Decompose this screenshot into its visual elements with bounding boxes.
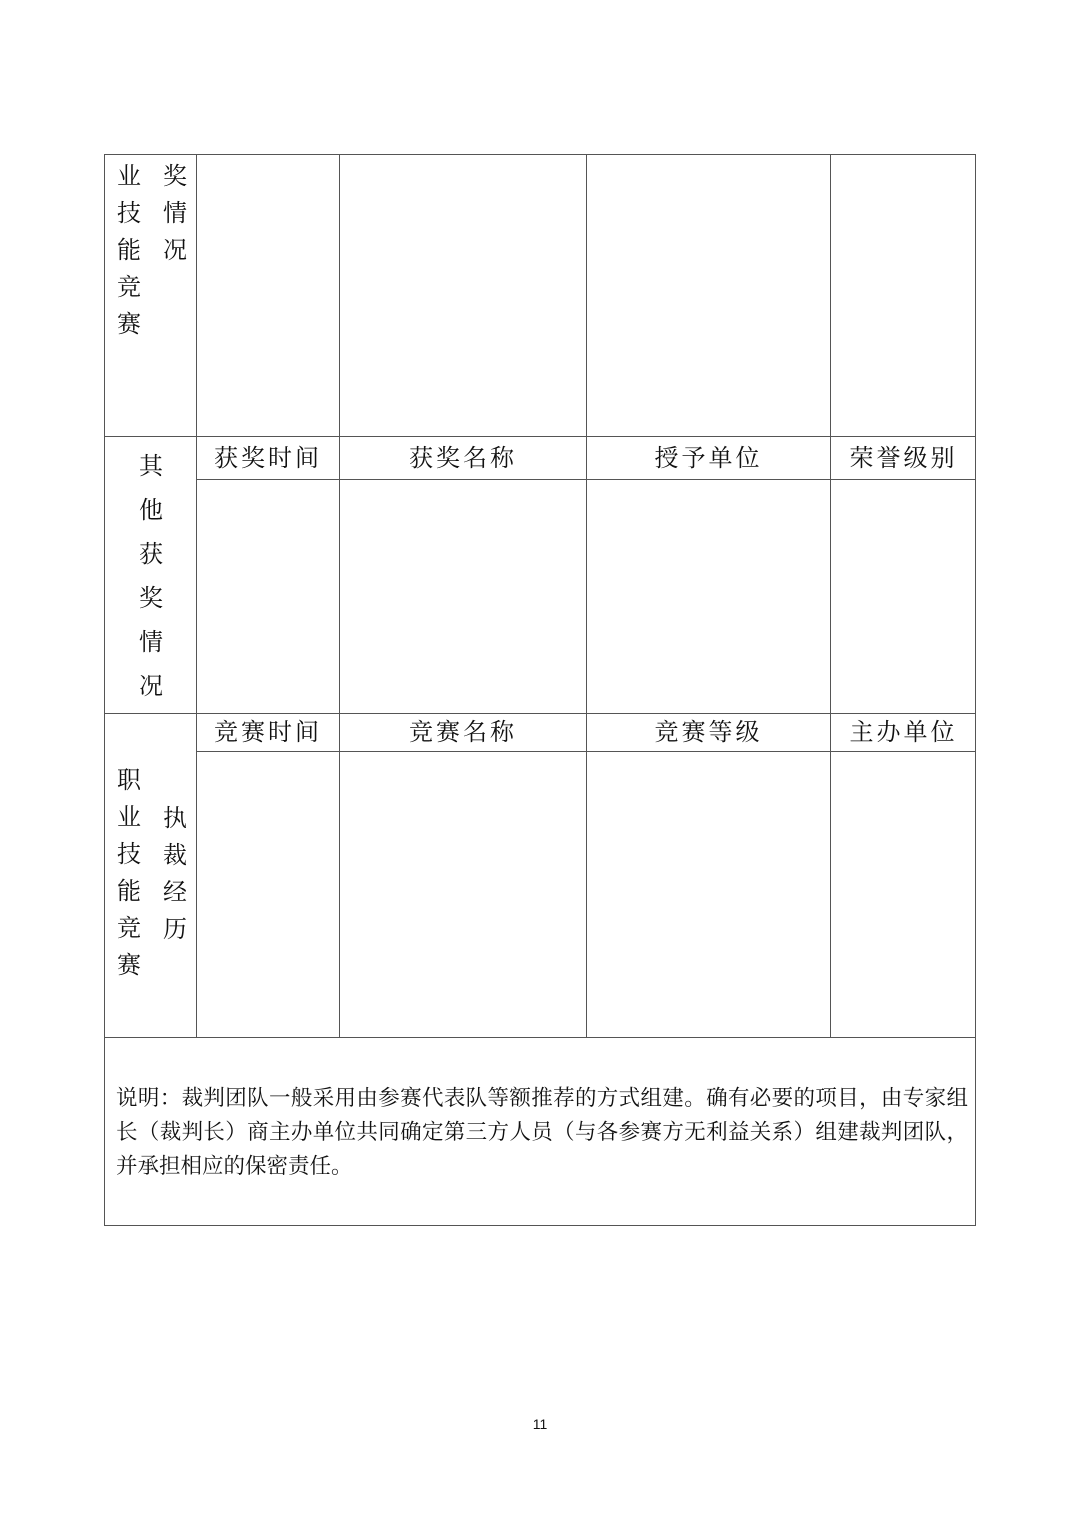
header-award-time: 获奖时间 — [214, 444, 322, 472]
col-divider — [586, 154, 587, 1037]
section3-label-b: 执裁经历 — [163, 804, 187, 943]
note-text: 说明：裁判团队一般采用由参赛代表队等额推荐的方式组建。确有必要的项目，由专家组长（裁判长）商主办单位共同确定第三方人员（与各参赛方无利益关系）组建裁判团队，并承担相应的保密责任。 — [116, 1086, 968, 1179]
header-honor-level: 荣誉级别 — [849, 444, 958, 472]
header-granting-unit: 授予单位 — [654, 444, 763, 472]
section1-label-a: 业技能竞赛 — [117, 162, 141, 338]
header-contest-name: 竞赛名称 — [409, 718, 517, 746]
col-divider — [830, 154, 831, 1037]
table-frame — [104, 154, 976, 1226]
header-contest-level: 竞赛等级 — [654, 718, 763, 746]
col-divider — [196, 154, 197, 1037]
header-organizer: 主办单位 — [849, 718, 958, 746]
section3-label-a: 职业技能竞赛 — [117, 766, 141, 979]
row-divider — [104, 1037, 976, 1038]
header-contest-time: 竞赛时间 — [214, 718, 322, 746]
section2-label: 其他获奖情况 — [139, 452, 163, 700]
page-number: 11 — [532, 1416, 548, 1432]
col-divider — [339, 154, 340, 1037]
section1-label-b: 奖情况 — [163, 162, 187, 264]
header-award-name: 获奖名称 — [409, 444, 517, 472]
